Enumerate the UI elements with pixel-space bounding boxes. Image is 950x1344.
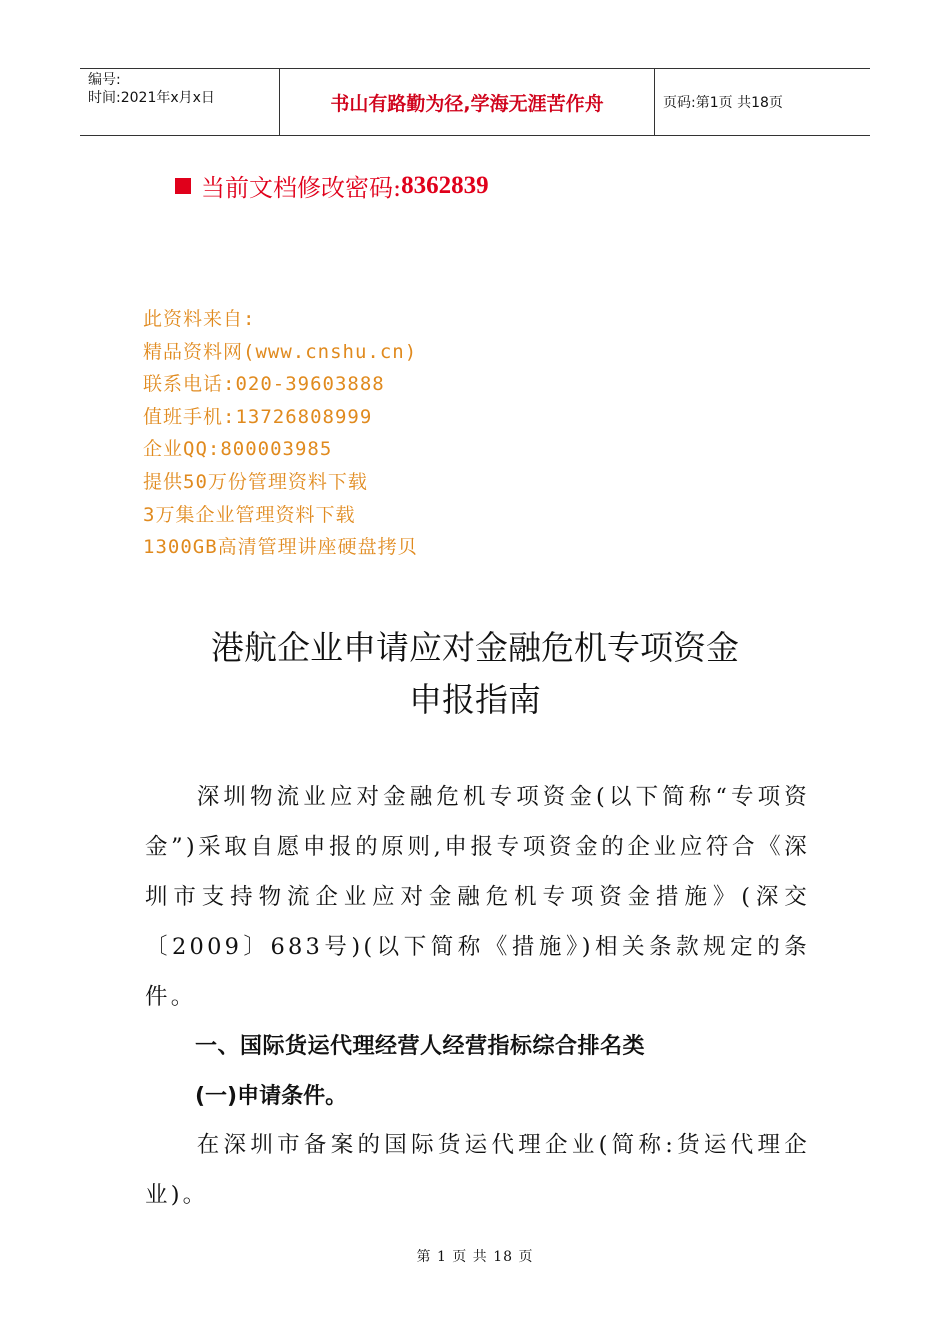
source-line: 此资料来自: (143, 308, 256, 330)
password-notice (175, 168, 489, 203)
password-code: 8362839 (401, 171, 489, 199)
source-info (143, 303, 418, 564)
section-heading: 一、国际货运代理经营人经营指标综合排名类 (195, 1034, 646, 1059)
time-label: 时间:2021年x月x日 (88, 90, 215, 106)
condition-paragraph: 在深圳市备案的国际货运代理企业(简称:货运代理企业)。 (145, 1132, 810, 1208)
number-label: 编号: (88, 72, 121, 88)
subsection-heading: (一)申请条件。 (195, 1084, 348, 1109)
page-footer: 第 1 页 共 18 页 (416, 1249, 534, 1265)
source-line: 3万集企业管理资料下载 (143, 503, 356, 526)
source-line: 值班手机:13726808999 (143, 405, 373, 428)
header-motto: 书山有路勤为径,学海无涯苦作舟 (280, 69, 655, 135)
square-bullet-icon (175, 178, 191, 194)
title-line-2: 申报指南 (409, 680, 541, 719)
source-line: 提供50万份管理资料下载 (143, 470, 368, 493)
source-line: 联系电话:020-39603888 (143, 373, 385, 396)
header-meta-cell (80, 69, 280, 135)
intro-paragraph: 深圳物流业应对金融危机专项资金(以下简称“专项资金”)采取自愿申报的原则,申报专项资金的企业应符合《深圳市支持物流企业应对金融危机专项资金措施》(深交〔2009〕683号)(以下简称《措施》)相关条款规定的条件。 (145, 784, 810, 1010)
document-title (0, 622, 950, 726)
document-header (80, 68, 870, 136)
title-line-1: 港航企业申请应对金融危机专项资金 (211, 628, 739, 667)
header-page-info: 页码:第1页 共18页 (663, 95, 783, 111)
password-label: 当前文档修改密码: (201, 174, 402, 202)
source-line: 企业QQ:800003985 (143, 438, 333, 461)
source-line: 1300GB高清管理讲座硬盘拷贝 (143, 536, 418, 559)
source-line: 精品资料网(www.cnshu.cn) (143, 340, 418, 363)
